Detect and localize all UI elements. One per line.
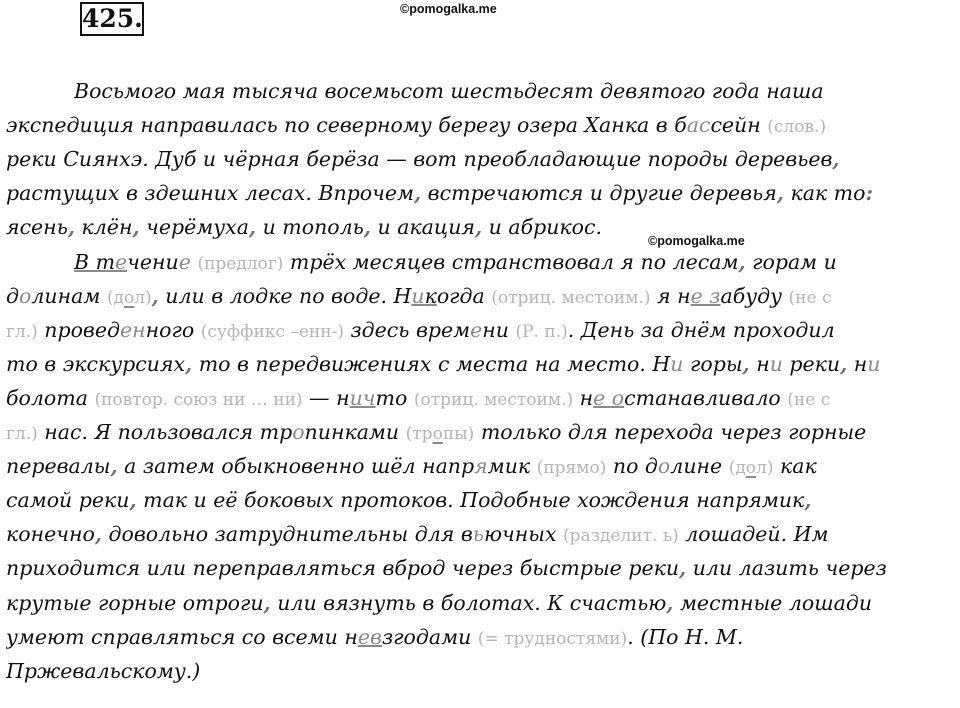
text-line (6, 279, 956, 313)
highlighted-letter: о (19, 283, 32, 308)
text-run: как (773, 454, 817, 479)
text-run: линам (31, 283, 107, 308)
text-run: и абрикос. (482, 215, 603, 240)
punctuation-mark: , (832, 147, 840, 172)
punctuation-mark: , (742, 351, 750, 376)
grammar-note: (отриц. местоим.) (413, 389, 574, 410)
text-run: пинками (304, 420, 406, 444)
punctuation-mark: , (414, 181, 422, 206)
grammar-note: л) (134, 287, 152, 308)
text-line (6, 381, 956, 415)
text-run: горам и (745, 249, 837, 274)
underlined-highlight: е о (593, 385, 625, 410)
text-run: а затем обыкновенно шёл напр (117, 454, 475, 479)
text-run: . День за днём проходил (567, 317, 835, 342)
text-run: провед (37, 317, 120, 342)
text-run: н (749, 351, 770, 376)
text-line (6, 483, 956, 517)
underlined-highlight: и (411, 283, 425, 308)
text-run: клён (75, 215, 133, 240)
text-run: как то (783, 181, 866, 206)
punctuation-mark: , (738, 249, 746, 274)
punctuation-mark: : (865, 181, 874, 206)
highlighted-letter: ь (472, 522, 484, 547)
punctuation-mark: , (475, 215, 483, 240)
grammar-note: (повтор. союз ни … ни) (94, 389, 303, 410)
text-run: згодами (381, 624, 478, 649)
grammar-note: гл.) (6, 321, 38, 342)
underlined-text: В т (74, 249, 116, 274)
text-line (6, 517, 956, 551)
punctuation-mark: , (94, 522, 102, 547)
grammar-note: гл.) (6, 424, 38, 444)
punctuation-mark: , (110, 454, 118, 479)
note-highlight: о (123, 287, 135, 308)
text-run: н (847, 351, 868, 376)
underlined-highlight: ич (349, 385, 376, 410)
note-highlight: о (432, 424, 443, 444)
underlined-highlight: е (115, 249, 128, 274)
grammar-note: (слов.) (767, 117, 827, 138)
text-run: мик (487, 454, 537, 479)
punctuation-mark: , (67, 215, 75, 240)
grammar-note: (= трудностями) (477, 628, 628, 649)
text-line (6, 313, 956, 347)
text-line (74, 245, 956, 279)
text-run: н (573, 385, 594, 410)
punctuation-mark: , (666, 590, 674, 615)
text-run: то в передвижениях с места на место. Н (192, 351, 671, 376)
text-run: абуду (720, 283, 789, 308)
text-line (6, 108, 956, 142)
text-run: встречаются и другие деревья (421, 181, 777, 206)
text-run: горы (683, 351, 743, 376)
underlined-highlight: е з (690, 283, 721, 308)
grammar-note: (предлог) (197, 253, 284, 274)
punctuation-mark: , (363, 215, 371, 240)
grammar-note: (Р. п.) (515, 321, 568, 342)
text-run: трёх месяцев странствовал я по лесам (283, 249, 739, 274)
text-run: так и её боковых протоков. Подобные хождения напрямик (136, 488, 805, 513)
punctuation-mark: , (132, 215, 140, 240)
text-run: — н (302, 385, 350, 410)
text-run: экспедиция направилась по северному берегу озера Ханка в б (6, 113, 687, 138)
text-run: крутые горные отроги (6, 590, 264, 615)
highlighted-letter: е (178, 249, 191, 274)
punctuation-mark: , (185, 351, 193, 376)
text-run: реки Сиянхэ. Дуб и чёрная берёза — вот преобладающие породы деревьев (6, 147, 833, 172)
punctuation-mark: , (129, 488, 137, 513)
punctuation-mark: , (151, 283, 159, 308)
text-run: конечно (6, 522, 95, 547)
text-run: умеют справляться со всеми н (6, 624, 358, 649)
text-run: лошадей. Им (678, 522, 829, 547)
text-line (6, 449, 956, 483)
text-line (6, 620, 956, 654)
grammar-note: (д (106, 287, 124, 308)
grammar-note: (разделит. ь) (563, 526, 679, 547)
underlined-text: к (424, 283, 437, 308)
highlighted-letter: я (474, 454, 488, 479)
text-run: и тополь (256, 215, 364, 240)
text-line (6, 347, 956, 381)
highlighted-letter: ас (686, 113, 711, 138)
text-line (6, 415, 956, 449)
text-run: станавливало (624, 385, 788, 410)
grammar-note: (суффикс –енн-) (200, 321, 344, 342)
grammar-note: (прямо) (536, 458, 607, 479)
grammar-note: (тр (405, 424, 433, 444)
text-run: ни (482, 317, 516, 342)
text-run: довольно затруднительны для в (101, 522, 473, 547)
text-run: чени (127, 249, 179, 274)
text-run: реки (782, 351, 841, 376)
highlighted-letter: и (670, 351, 684, 376)
underlined-highlight: ев (357, 624, 382, 649)
text-run: перевалы (6, 454, 111, 479)
highlighted-letter: и (769, 351, 783, 376)
text-line (6, 176, 956, 210)
text-run: то в экскурсиях (6, 351, 186, 376)
text-run: по д (606, 454, 658, 479)
punctuation-mark: , (248, 215, 257, 240)
text-run: лине (670, 454, 729, 479)
text-run: сейн (710, 113, 768, 138)
text-run: и акация (370, 215, 475, 240)
text-run: черёмуха (139, 215, 249, 240)
text-run: растущих в здешних лесах. Впрочем (6, 181, 415, 206)
text-run: приходится или переправляться вброд через быстрые реки (6, 556, 680, 581)
punctuation-mark: , (263, 590, 271, 615)
grammar-note: (отриц. местоим.) (491, 287, 651, 308)
text-run: д (6, 283, 19, 308)
text-run: . (По Н. М. (627, 624, 744, 649)
text-run: я н (650, 283, 691, 308)
note-highlight: о (745, 458, 757, 479)
grammar-note: (не с (787, 389, 831, 410)
text-line (6, 551, 956, 585)
text-run: то (375, 385, 414, 410)
text-run: ючных (483, 522, 564, 547)
highlighted-letter: ен (120, 317, 146, 342)
highlighted-letter: о (292, 420, 305, 444)
text-run: ного (145, 317, 201, 342)
highlighted-letter: о (657, 454, 671, 479)
text-run: болота (6, 385, 95, 410)
text-run: самой реки (6, 488, 130, 513)
text-run: или вязнуть в болотах. К счастью (270, 590, 667, 615)
grammar-note: (д (728, 458, 746, 479)
text-line (6, 142, 956, 176)
exercise-number: 425. (80, 2, 144, 36)
text-run: местные лошади (673, 590, 873, 615)
text-line (6, 654, 956, 688)
punctuation-mark: , (679, 556, 687, 581)
punctuation-mark: , (840, 351, 848, 376)
watermark-top: ©pomogalka.me (400, 2, 497, 16)
grammar-note: л) (756, 458, 774, 479)
highlighted-letter: е (470, 317, 483, 342)
watermark-inline: ©pomogalka.me (648, 234, 745, 248)
text-run: Пржевальскому.) (6, 658, 201, 683)
text-line (6, 210, 956, 244)
text-run: только для перехода через горные (474, 420, 867, 444)
text-run: или в лодке по воде. Н (158, 283, 412, 308)
grammar-note: пы) (442, 424, 475, 444)
text-run: или лазить через (686, 556, 887, 581)
highlighted-letter: и (867, 351, 881, 376)
text-run: нас. Я пользовался тр (37, 420, 293, 444)
punctuation-mark: , (776, 181, 784, 206)
grammar-note: (не с (788, 287, 832, 308)
text-line (74, 74, 956, 108)
text-run: здесь врем (343, 317, 471, 342)
text-run: огда (436, 283, 492, 308)
text-run: Восьмого мая тысяча восемьсот шестьдесят девятого года наша (74, 79, 824, 103)
text-run: ясень (6, 215, 68, 240)
punctuation-mark: , (804, 488, 812, 513)
text-line (6, 586, 956, 620)
